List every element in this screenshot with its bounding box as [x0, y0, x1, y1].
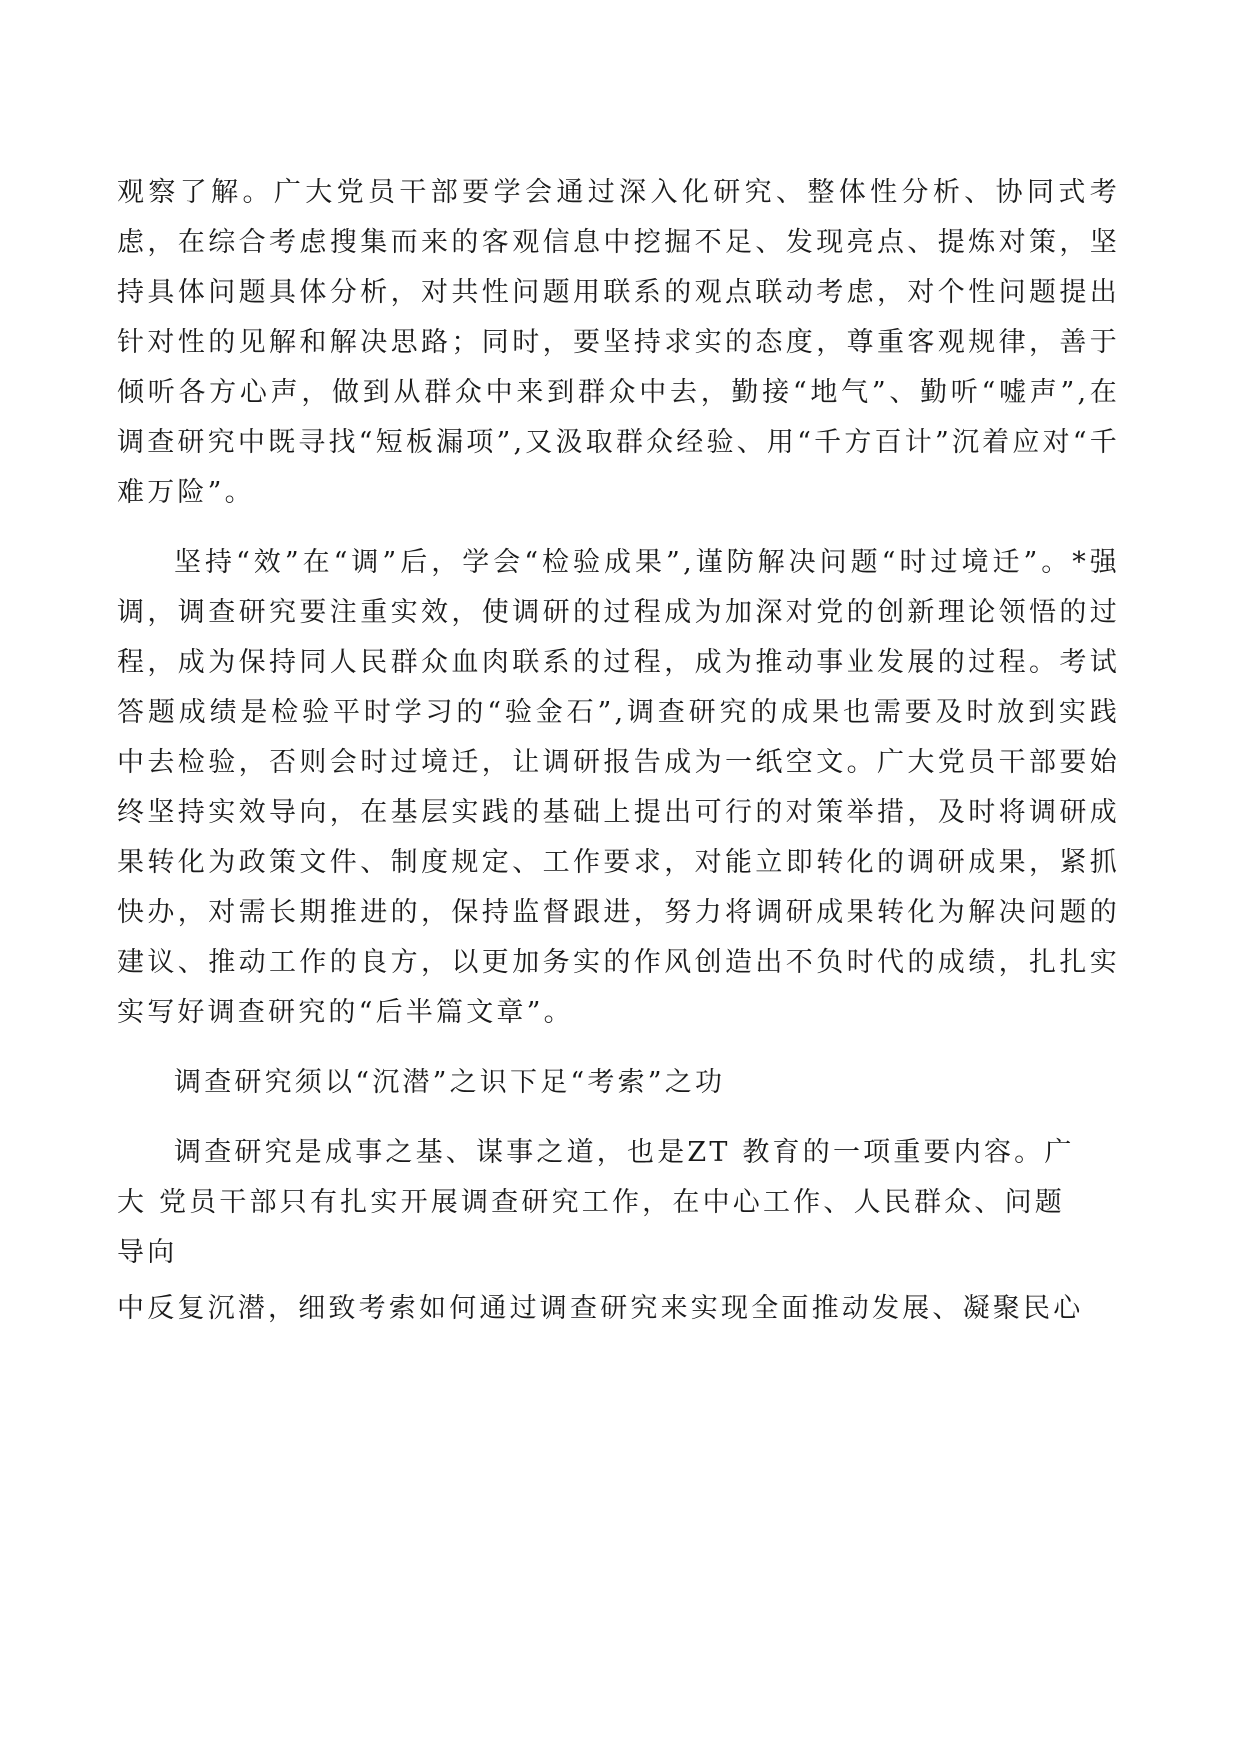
paragraph-line: 调查研究是成事之基、谋事之道，也是ZT 教育的一项重要内容。广: [174, 1137, 1075, 1168]
paragraph-line: 导向: [117, 1237, 178, 1268]
section-heading: 调查研究须以“沉潜”之识下足“考索”之功: [174, 1067, 726, 1098]
paragraph-line: 大 党员干部只有扎实开展调查研究工作，在中心工作、人民群众、问题: [117, 1187, 1065, 1218]
paragraph-gap: [117, 1108, 1120, 1128]
paragraph-line: 中反复沉潜，细致考索如何通过调查研究来实现全面推动发展、凝聚民心: [117, 1293, 1084, 1324]
paragraph-research-foundation: [117, 1128, 1120, 1334]
document-body: [117, 168, 1120, 1334]
paragraph-continuation: 观察了解。广大党员干部要学会通过深入化研究、整体性分析、协同式考虑，在综合考虑搜集而来的客观信息中挖掘不足、发现亮点、提炼对策，坚持具体问题具体分析，对共性问题用联系的观点联动考虑，对个性问题提出针对性的见解和解决思路；同时，要坚持求实的态度，尊重客观规律，善于倾听各方心声，做到从群众中来到群众中去，勤接“地气”、勤听“嘘声”,在调查研究中既寻找“短板漏项”,又汲取群众经验、用“千方百计”沉着应对“千难万险”。: [117, 177, 1120, 508]
paragraph-effect-after-research: 坚持“效”在“调”后，学会“检验成果”,谨防解决问题“时过境迁”。*强调，调查研究要注重实效，使调研的过程成为加深对党的创新理论领悟的过程，成为保持同人民群众血肉联系的过程，成为推动事业发展的过程。考试答题成绩是检验平时学习的“验金石”,调查研究的成果也需要及时放到实践中去检验，否则会时过境迁，让调研报告成为一纸空文。广大党员干部要始终坚持实效导向，在基层实践的基础上提出可行的对策举措，及时将调研成果转化为政策文件、制度规定、工作要求，对能立即转化的调研成果，紧抓快办，对需长期推进的，保持监督跟进，努力将调研成果转化为解决问题的建议、推动工作的良方，以更加务实的作风创造出不负时代的成绩，扎扎实实写好调查研究的“后半篇文章”。: [117, 547, 1120, 1028]
paragraph-gap: [117, 518, 1120, 538]
paragraph-gap: [117, 1038, 1120, 1058]
